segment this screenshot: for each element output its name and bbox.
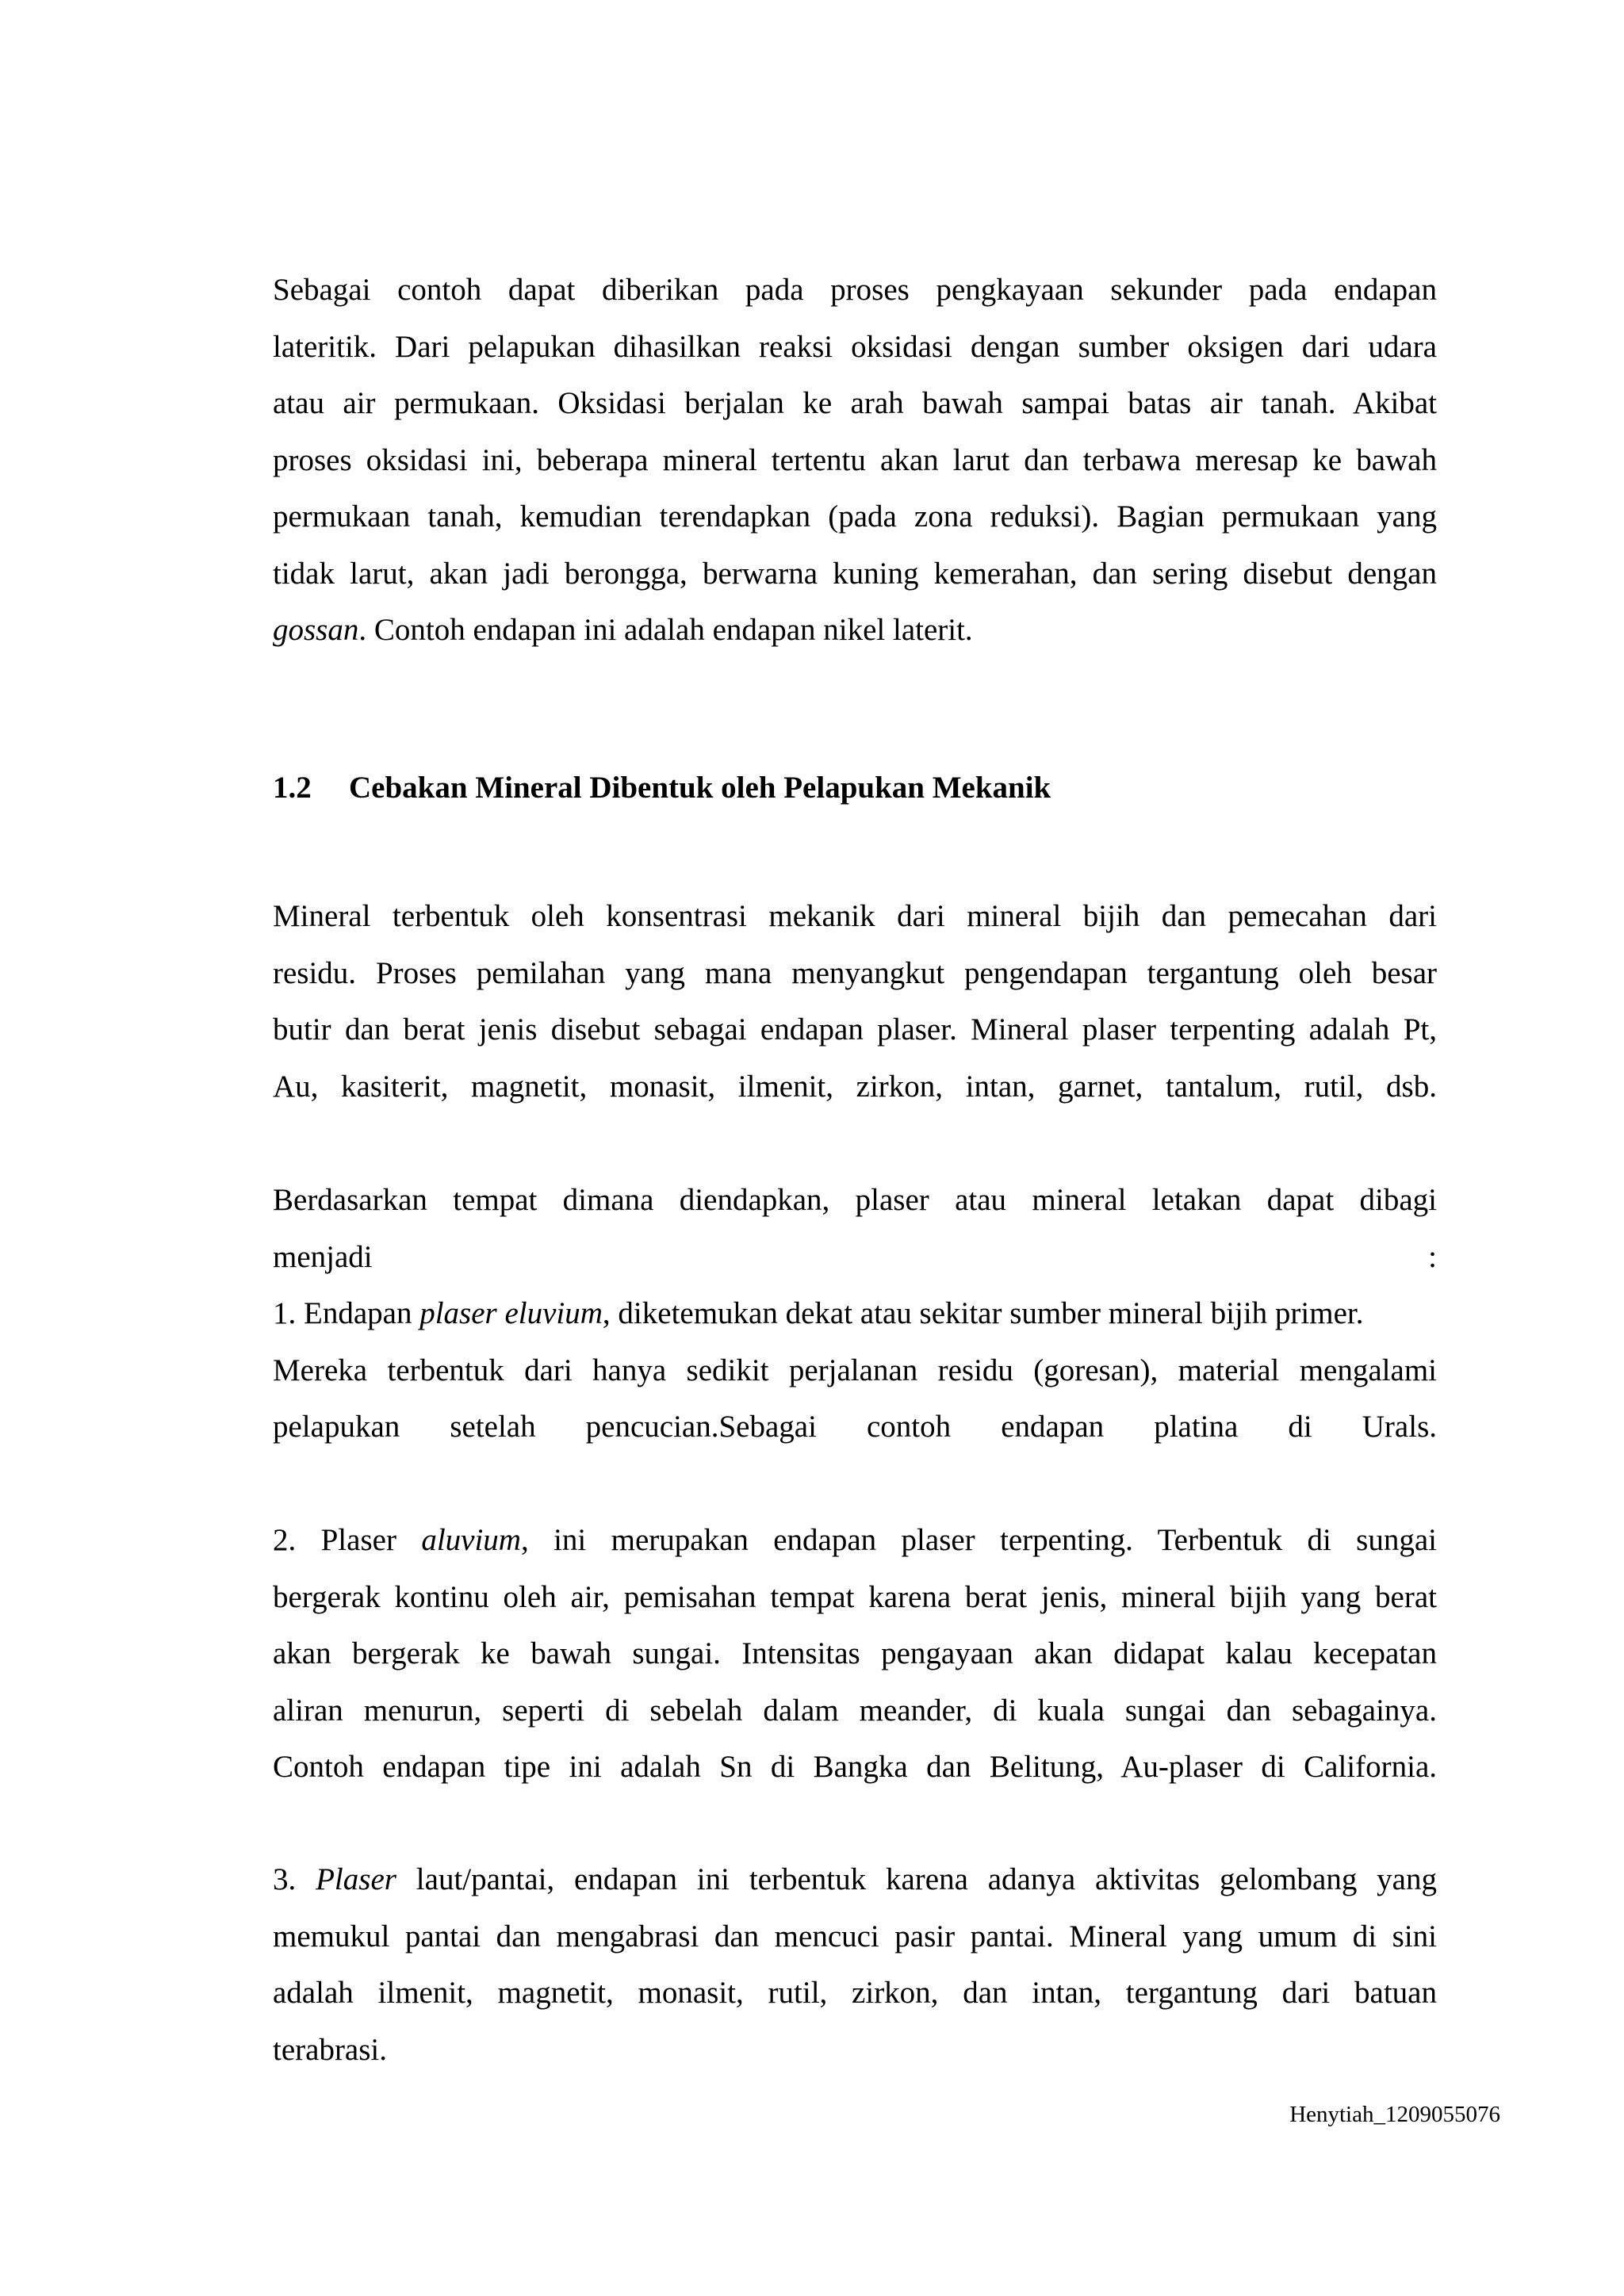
section-number: 1.2: [273, 771, 312, 805]
section-heading: [273, 760, 1051, 817]
text-line: aliran menurun, seperti di sebelah dalam meander, di kuala sungai dan sebagainya.: [273, 1693, 1437, 1728]
text-line: Mineral terbentuk oleh konsentrasi mekanik dari mineral bijih dan pemecahan dari: [273, 899, 1437, 933]
text-fragment: , ini merupakan endapan plaser terpenting. Terbentuk di sungai: [520, 1523, 1438, 1557]
text-line: proses oksidasi ini, beberapa mineral tertentu akan larut dan terbawa meresap ke bawah: [273, 442, 1437, 477]
italic-term: aluvium: [421, 1523, 521, 1557]
text-fragment: . Contoh endapan ini adalah endapan nikel laterit.: [358, 613, 973, 647]
text-fragment: laut/pantai, endapan ini terbentuk karena adanya aktivitas gelombang yang: [396, 1862, 1437, 1896]
text-line: Au, kasiterit, magnetit, monasit, ilmenit, zirkon, intan, garnet, tantalum, rutil, dsb.: [273, 1069, 1437, 1104]
paragraph-item-3: [273, 1851, 1437, 2078]
text-line: akan bergerak ke bawah sungai. Intensitas pengayaan akan didapat kalau kecepatan: [273, 1636, 1437, 1670]
colon: :: [1428, 1239, 1437, 1274]
text-line: memukul pantai dan mengabrasi dan mencuci pasir pantai. Mineral yang umum di sini: [273, 1919, 1437, 1954]
paragraph-division: [273, 1172, 1437, 1456]
page-footer: Henytiah_1209055076: [1289, 2102, 1500, 2127]
text-line: atau air permukaan. Oksidasi berjalan ke arah bawah sampai batas air tanah. Akibat: [273, 386, 1437, 420]
paragraph-mechanical: [273, 888, 1437, 1115]
italic-term: Plaser: [316, 1862, 396, 1896]
text-line: lateritik. Dari pelapukan dihasilkan reaksi oksidasi dengan sumber oksigen dari udara: [273, 329, 1437, 364]
text-line: bergerak kontinu oleh air, pemisahan tempat karena berat jenis, mineral bijih yang berat: [273, 1579, 1437, 1614]
text-line: tidak larut, akan jadi berongga, berwarna kuning kemerahan, dan sering disebut dengan: [273, 556, 1437, 591]
italic-term: plaser eluvium: [419, 1296, 603, 1330]
text-fragment: 2. Plaser: [273, 1523, 422, 1557]
text-line: butir dan berat jenis disebut sebagai endapan plaser. Mineral plaser terpenting adalah Pt,: [273, 1012, 1437, 1047]
paragraph-item-2: [273, 1512, 1437, 1796]
text-line: terabrasi.: [273, 2032, 388, 2067]
text-line: [273, 1285, 1437, 1342]
text-line: adalah ilmenit, magnetit, monasit, rutil, zirkon, dan intan, tergantung dari batuan: [273, 1976, 1437, 2010]
text-line: pelapukan setelah pencucian.Sebagai contoh endapan platina di Urals.: [273, 1410, 1437, 1444]
text-fragment: 1. Endapan: [273, 1296, 420, 1330]
text-line: residu. Proses pemilahan yang mana menyangkut pengendapan tergantung oleh besar: [273, 955, 1437, 990]
section-title: Cebakan Mineral Dibentuk oleh Pelapukan Mekanik: [349, 771, 1051, 805]
text-line: [273, 1229, 1437, 1286]
text-line: Sebagai contoh dapat diberikan pada proses pengkayaan sekunder pada endapan: [273, 273, 1437, 307]
paragraph-intro: [273, 262, 1437, 659]
text-fragment: , diketemukan dekat atau sekitar sumber mineral bijih primer.: [602, 1296, 1364, 1330]
text-fragment: 3.: [273, 1862, 316, 1896]
text-line: [273, 602, 1437, 659]
text-line: Mereka terbentuk dari hanya sedikit perjalanan residu (goresan), material mengalami: [273, 1353, 1437, 1387]
text-line: Berdasarkan tempat dimana diendapkan, plaser atau mineral letakan dapat dibagi: [273, 1183, 1437, 1217]
text-line: [273, 1851, 1437, 1908]
text-fragment: menjadi: [273, 1239, 373, 1274]
text-line: Contoh endapan tipe ini adalah Sn di Bangka dan Belitung, Au-plaser di California.: [273, 1750, 1437, 1784]
italic-term: gossan: [273, 613, 359, 647]
text-line: permukaan tanah, kemudian terendapkan (pada zona reduksi). Bagian permukaan yang: [273, 499, 1437, 534]
text-line: [273, 1512, 1437, 1569]
